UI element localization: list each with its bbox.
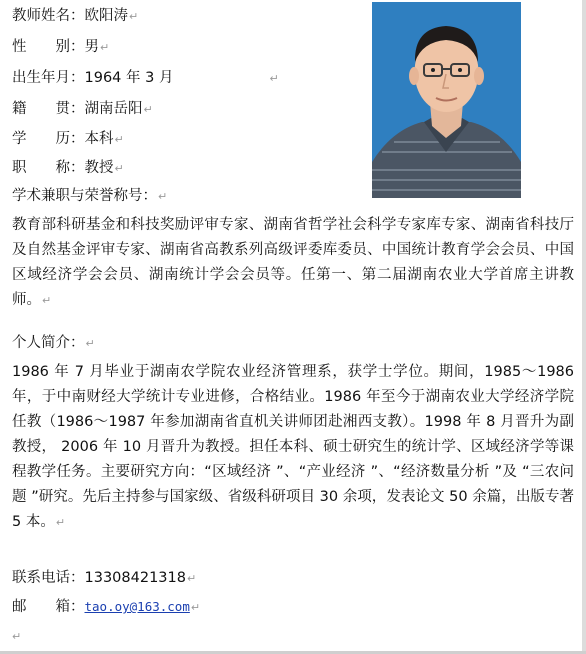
email-line [12, 597, 200, 618]
honors-heading [12, 186, 167, 207]
email-label: 邮 箱： [12, 599, 85, 615]
gender-line [12, 37, 109, 58]
paragraph-mark: ↵ [129, 10, 139, 23]
gender-text: 性 别：男 [12, 39, 99, 55]
paragraph-mark: ↵ [158, 190, 168, 203]
window-scrollbar-edge [582, 0, 586, 654]
intro-paragraph [12, 360, 574, 535]
paragraph-mark: ↵ [42, 294, 52, 307]
paragraph-mark: ↵ [190, 601, 201, 614]
title-text: 职 称：教授 [12, 160, 114, 176]
portrait-photo [372, 2, 521, 198]
phone-line [12, 568, 196, 589]
name-text: 教师姓名：欧阳涛 [12, 8, 128, 24]
intro-heading [12, 333, 95, 354]
native-place-line [12, 99, 153, 120]
paragraph-mark: ↵ [114, 133, 124, 146]
email-link[interactable]: tao.oy@163.com [84, 599, 190, 614]
phone-text: 联系电话：13308421318 [12, 570, 186, 586]
paragraph-mark: ↵ [100, 41, 110, 54]
birth-line [12, 68, 279, 89]
title-line [12, 158, 124, 179]
empty-line [12, 626, 21, 647]
paragraph-mark: ↵ [55, 516, 66, 529]
intro-text: 1986 年 7 月毕业于湖南农学院农业经济管理系，获学士学位。期间，1985～1986 年，于中南财经大学统计专业进修，合格结业。1986 年至今于湖南农业大学经济学院任教（1986～1987 年参加湖南省直机关讲师团赴湘西支教）。1998 年 8 月晋升为副教授， 2006 年 10 月晋升为教授。担任本科、硕士研究生的统计学、区域经济学等课程教学任务。主要研究方向：“区域经济 ”、“产业经济 ”、“经济数量分析 ”及 “三农问题 ”研究。先后主持参与国家级、省级科研项目 30 余项，发表论文 50 余篇，出版专著 5 本。 [12, 364, 574, 530]
paragraph-mark: ↵ [143, 103, 153, 116]
paragraph-mark: ↵ [12, 630, 22, 643]
name-line [12, 6, 138, 27]
paragraph-mark: ↵ [186, 572, 197, 585]
paragraph-mark: ↵ [85, 337, 95, 350]
native-place-text: 籍 贯：湖南岳阳 [12, 101, 143, 117]
honors-text: 教育部科研基金和科技奖励评审专家、湖南省哲学社会科学专家库专家、湖南省科技厅及自然基金评审专家、湖南省高教系列高级评委库委员、中国统计教育学会会员、中国区域经济学会会员、湖南统计学会会员等。任第一、第二届湖南农业大学首席主讲教师。 [12, 217, 574, 308]
education-line [12, 129, 124, 150]
honors-paragraph [12, 213, 574, 313]
portrait-illustration [372, 2, 521, 198]
birth-text: 出生年月：1964 年 3 月 [12, 70, 174, 86]
honors-heading-text: 学术兼职与荣誉称号： [12, 188, 157, 204]
education-text: 学 历：本科 [12, 131, 114, 147]
paragraph-mark: ↵ [114, 162, 124, 175]
paragraph-mark: ↵ [269, 72, 279, 85]
intro-heading-text: 个人简介： [12, 335, 85, 351]
